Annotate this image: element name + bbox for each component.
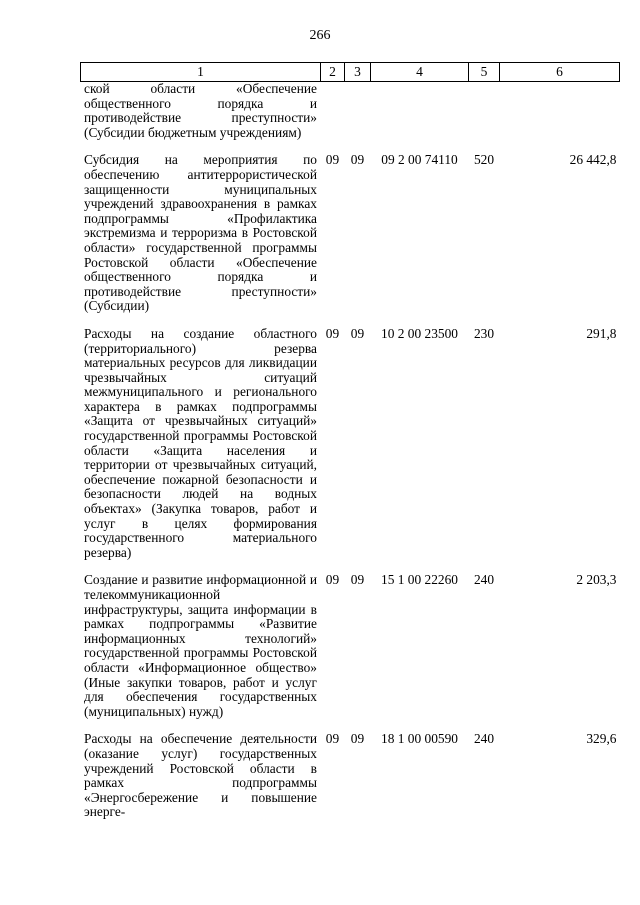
table-row	[81, 327, 620, 561]
row-description: Расходы на создание областного (территориального) резерва материальных ресурсов для ликвидации чрезвычайных ситуаций межмуниципального и регионального характера в рамках подпрограммы «Защита от чрезвычайных ситуаций» государственной программы Ростовской области «Защита населения и территории от чрезвычайных ситуаций, обеспечение пожарной безопасности и безопасности людей на водных объектах» (Закупка товаров, работ и услуг в целях формирования государственного материального резерва)	[84, 325, 317, 560]
table-row	[81, 732, 620, 820]
row-amount: 26 442,8	[569, 152, 617, 168]
row-code	[371, 82, 469, 141]
row-type: 230	[473, 325, 495, 341]
row-col2: 09	[325, 152, 340, 168]
row-code: 15 1 00 22260	[381, 572, 458, 588]
row-col2	[321, 82, 345, 141]
row-amount: 2 203,3	[576, 572, 617, 588]
budget-table	[80, 62, 620, 820]
table-row	[81, 573, 620, 719]
row-amount: 291,8	[586, 325, 617, 341]
row-code: 10 2 00 23500	[381, 325, 458, 341]
header-col-3: 3	[345, 63, 371, 82]
row-col2: 09	[325, 731, 340, 747]
row-code: 18 1 00 00590	[381, 731, 458, 747]
table-row	[81, 82, 620, 141]
row-type: 520	[473, 152, 495, 168]
row-amount	[500, 82, 620, 141]
row-col3	[345, 82, 371, 141]
row-col3: 09	[350, 152, 365, 168]
row-col2: 09	[325, 572, 340, 588]
row-description: Создание и развитие информационной и телекоммуникационной инфраструктуры, защита информации в рамках подпрограммы «Развитие информационных технологий» государственной программы Ростовской области «Информационное общество» (Иные закупки товаров, работ и услуг для обеспечения государственных (муниципальных) нужд)	[84, 572, 317, 719]
page-number: 266	[309, 28, 331, 43]
header-col-5: 5	[469, 63, 500, 82]
row-col3: 09	[350, 325, 365, 341]
row-description: Субсидия на мероприятия по обеспечению антитеррористической защищенности муниципальных учреждений здравоохранения в рамках подпрограммы «Профилактика экстремизма и терроризма в Ростовской области» государственной программы Ростовской области «Обеспечение общественного порядка и противодействие преступности» (Субсидии)	[84, 152, 317, 314]
row-description: Расходы на обеспечение деятельности (оказание услуг) государственных учреждений Ростовской области в рамках подпрограммы «Энергосбережение и повышение энерге-	[84, 731, 317, 820]
row-type: 240	[473, 572, 495, 588]
row-description: ской области «Обеспечение общественного порядка и противодействие преступности» (Субсидии бюджетным учреждениям)	[84, 81, 317, 140]
header-col-4: 4	[371, 63, 469, 82]
table-row	[81, 153, 620, 314]
row-code: 09 2 00 74110	[381, 152, 458, 168]
row-col3: 09	[350, 572, 365, 588]
header-col-2: 2	[321, 63, 345, 82]
header-col-1: 1	[81, 63, 321, 82]
row-amount: 329,6	[586, 731, 617, 747]
row-col2: 09	[325, 325, 340, 341]
row-type	[469, 82, 500, 141]
table-header-row	[81, 63, 620, 82]
row-col3: 09	[350, 731, 365, 747]
row-type: 240	[473, 731, 495, 747]
header-col-6: 6	[500, 63, 620, 82]
